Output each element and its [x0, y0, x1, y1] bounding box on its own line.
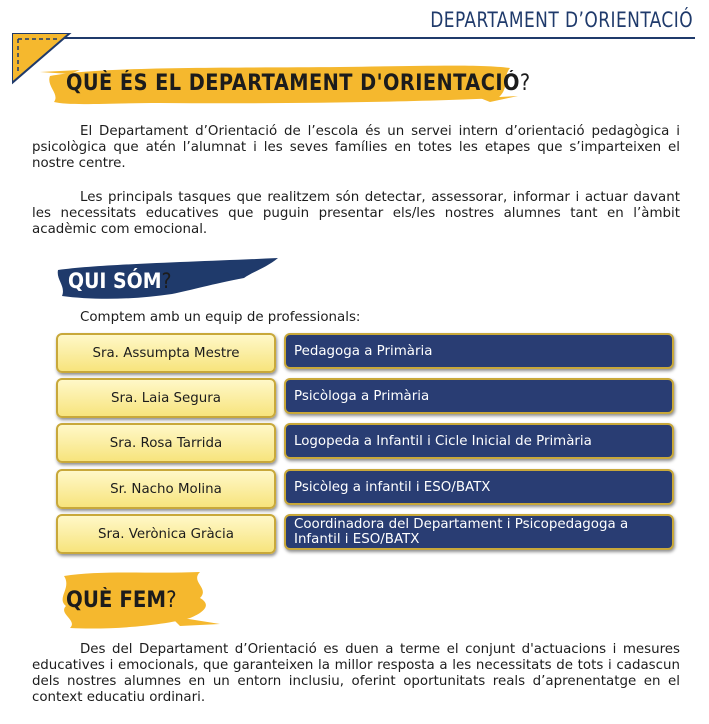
- question-mark: ?: [166, 588, 177, 613]
- header-rule: [40, 37, 695, 39]
- section-title-qui-som: [68, 269, 172, 293]
- team-intro: Comptem amb un equip de professionals:: [80, 310, 361, 325]
- team-member-name: Sra. Laia Segura: [56, 378, 276, 418]
- team-member-role: Pedagoga a Primària: [284, 333, 674, 369]
- team-member-role: Psicòleg a infantil i ESO/BATX: [284, 469, 674, 505]
- question-mark: ?: [519, 71, 531, 96]
- section-title-que-fem-text: QUÈ FEM: [66, 588, 167, 613]
- page-header-title: DEPARTAMENT D’ORIENTACIÓ: [430, 8, 693, 32]
- team-row: [56, 469, 680, 507]
- team-member-role: Logopeda a Infantil i Cicle Inicial de Primària: [284, 423, 674, 459]
- team-member-name: Sra. Rosa Tarrida: [56, 423, 276, 463]
- team-member-role: Psicòloga a Primària: [284, 378, 674, 414]
- team-member-name: Sr. Nacho Molina: [56, 469, 276, 509]
- team-member-role: Coordinadora del Departament i Psicopedagoga a Infantil i ESO/BATX: [284, 514, 674, 550]
- team-row: [56, 333, 680, 371]
- section-title-que-es: [66, 71, 531, 96]
- section-title-que-fem: [66, 588, 177, 613]
- team-row: [56, 514, 680, 552]
- intro-paragraph: El Departament d’Orientació de l’escola és un servei intern d’orientació pedagògica i psicològica que atén l’alumnat i les seves famílies en totes les etapes que s’imparteixen el nostre centre.: [32, 124, 680, 171]
- what-we-do-paragraph: Des del Departament d’Orientació es duen a terme el conjunt d'actuacions i mesures educatives i emocionals, que garanteixen la millor resposta a les necessitats de tots i cadascun dels nostres alumnes en un entorn inclusiu, oferint oportunitats reals d’aprenentatge en el context educatiu ordinari.: [32, 642, 680, 705]
- team-member-name: Sra. Verònica Gràcia: [56, 514, 276, 554]
- section-title-que-es-text: QUÈ ÉS EL DEPARTAMENT D'ORIENTACIÓ: [66, 71, 520, 96]
- section-title-qui-som-text: QUI SÓM: [68, 269, 162, 293]
- team-member-name: Sra. Assumpta Mestre: [56, 333, 276, 373]
- team-row: [56, 378, 680, 416]
- team-row: [56, 423, 680, 461]
- tasks-paragraph: Les principals tasques que realitzem són detectar, assessorar, informar i actuar davant les necessitats educatives que puguin presentar els/les nostres alumnes tant en l’àmbit acadèmic com emocional.: [32, 190, 680, 237]
- question-mark: ?: [161, 269, 172, 293]
